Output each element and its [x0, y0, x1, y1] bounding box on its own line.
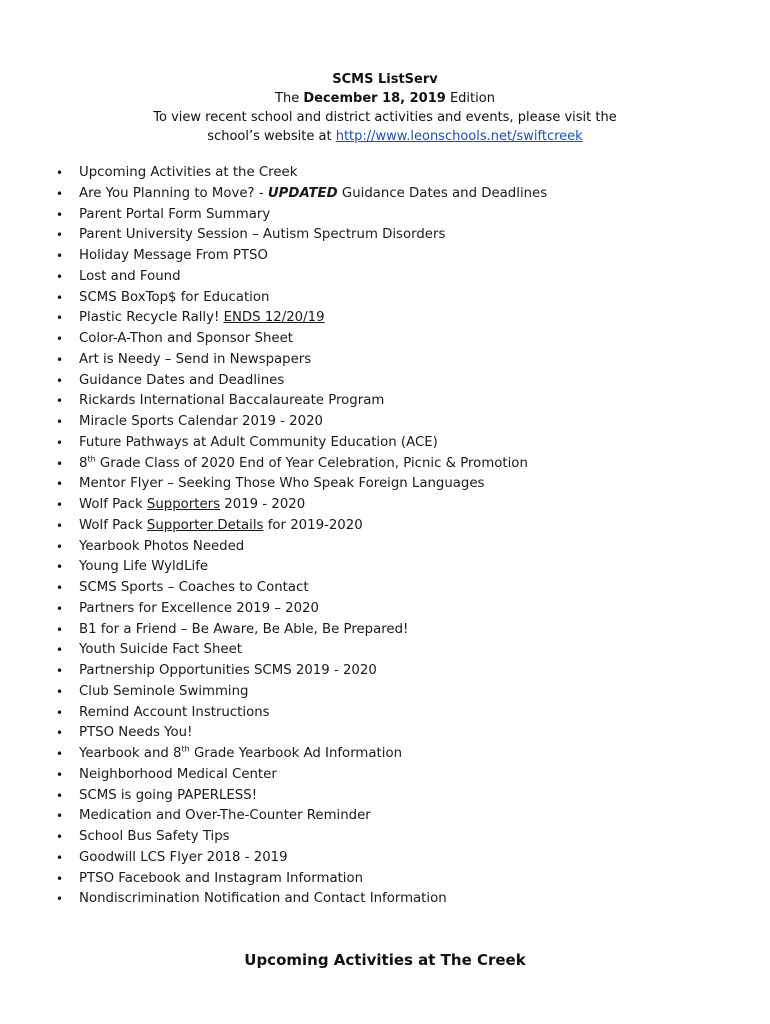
list-item: • Miracle Sports Calendar 2019 - 2020	[56, 412, 736, 433]
list-item: • Color-A-Thon and Sponsor Sheet	[56, 329, 736, 350]
table-of-contents	[56, 163, 736, 910]
edition-date: December 18, 2019	[303, 91, 446, 106]
list-item: • Wolf Pack Supporter Details for 2019-2020	[56, 516, 736, 537]
list-item: • Plastic Recycle Rally! ENDS 12/20/19	[56, 308, 736, 329]
list-item: • Nondiscrimination Notification and Contact Information	[56, 889, 736, 910]
list-item: • Lost and Found	[56, 267, 736, 288]
list-item: • 8th Grade Class of 2020 End of Year Celebration, Picnic & Promotion	[56, 454, 736, 475]
list-item: • Mentor Flyer – Seeking Those Who Speak Foreign Languages	[56, 474, 736, 495]
website-line: school’s website at http://www.leonschools.net/swiftcreek	[207, 129, 583, 144]
list-item: • Medication and Over-The-Counter Reminder	[56, 806, 736, 827]
section-heading: Upcoming Activities at The Creek	[244, 951, 526, 969]
list-item: • B1 for a Friend – Be Aware, Be Able, Be Prepared!	[56, 620, 736, 641]
list-item: • Neighborhood Medical Center	[56, 765, 736, 786]
list-item: • Partners for Excellence 2019 – 2020	[56, 599, 736, 620]
list-item: • Parent University Session – Autism Spectrum Disorders	[56, 225, 736, 246]
list-item: • Wolf Pack Supporters 2019 - 2020	[56, 495, 736, 516]
list-item: • Parent Portal Form Summary	[56, 205, 736, 226]
list-item: • SCMS BoxTop$ for Education	[56, 288, 736, 309]
list-item: • Club Seminole Swimming	[56, 682, 736, 703]
list-item: • Youth Suicide Fact Sheet	[56, 640, 736, 661]
list-item: • Yearbook Photos Needed	[56, 537, 736, 558]
list-item: • Guidance Dates and Deadlines	[56, 371, 736, 392]
list-item: • PTSO Facebook and Instagram Information	[56, 869, 736, 890]
newsletter-title: SCMS ListServ	[332, 72, 438, 87]
list-item: • Young Life WyldLife	[56, 557, 736, 578]
list-item: • Holiday Message From PTSO	[56, 246, 736, 267]
list-item: • PTSO Needs You!	[56, 723, 736, 744]
list-item: • Upcoming Activities at the Creek	[56, 163, 736, 184]
list-item: • Future Pathways at Adult Community Education (ACE)	[56, 433, 736, 454]
supporters-link[interactable]: Supporters	[146, 497, 221, 512]
school-website-link[interactable]: http://www.leonschools.net/swiftcreek	[335, 129, 583, 144]
intro-line: To view recent school and district activities and events, please visit the	[153, 110, 617, 125]
supporter-details-link[interactable]: Supporter Details	[146, 517, 264, 533]
list-item: • Yearbook and 8th Grade Yearbook Ad Information	[56, 744, 736, 765]
list-item: • Rickards International Baccalaureate Program	[56, 391, 736, 412]
newsletter-header	[0, 70, 770, 146]
list-item: • Are You Planning to Move? - UPDATED Guidance Dates and Deadlines	[56, 184, 736, 205]
list-item: • Goodwill LCS Flyer 2018 - 2019	[56, 848, 736, 869]
list-item: • School Bus Safety Tips	[56, 827, 736, 848]
list-item: • SCMS Sports – Coaches to Contact	[56, 578, 736, 599]
list-item: • Remind Account Instructions	[56, 703, 736, 724]
list-item: • Art is Needy – Send in Newspapers	[56, 350, 736, 371]
list-item: • Partnership Opportunities SCMS 2019 - 2020	[56, 661, 736, 682]
edition-line: The December 18, 2019 Edition	[275, 91, 495, 106]
list-item: • SCMS is going PAPERLESS!	[56, 786, 736, 807]
